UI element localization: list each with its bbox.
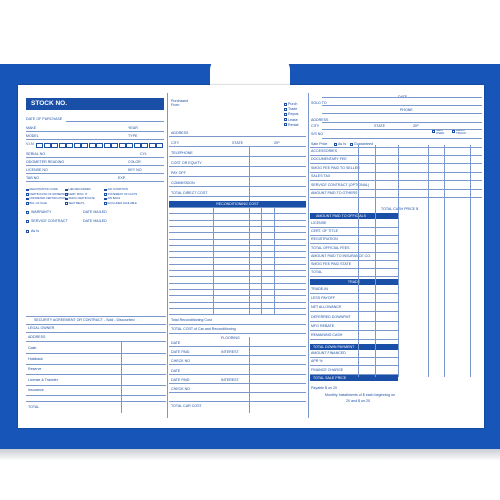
- middle-field-label: TELEPHONE: [171, 151, 193, 155]
- total-car-cost-label: TOTAL CAR COST: [171, 404, 202, 408]
- purchase-type-label: Trade: [288, 107, 298, 112]
- recon-column-line: [274, 207, 275, 315]
- middle-field-label: CITY: [171, 141, 180, 145]
- document-label: AIR BAGS: [107, 197, 121, 201]
- trade-item-line: [310, 339, 398, 340]
- purchase-type-label: Purch: [288, 102, 298, 106]
- color-label: COLOR: [128, 160, 141, 164]
- stock-number-header: STOCK NO.: [26, 98, 164, 110]
- recon-row-line: [169, 289, 306, 290]
- trade-item-label: REMAINING CASH: [311, 333, 343, 337]
- warranty-label: WARRANTY: [31, 210, 52, 214]
- official-item-line: [310, 276, 398, 277]
- vin-box[interactable]: [44, 143, 51, 148]
- right-amount-column: [398, 145, 399, 377]
- right-item-line: [310, 155, 482, 156]
- envelope-thumb-cut: [210, 56, 290, 86]
- recon-row-line: [169, 226, 306, 227]
- purchase-type-checkbox[interactable]: [284, 108, 287, 111]
- right-field-label: CITY: [311, 124, 320, 128]
- trade-item-label: MFG REBATE: [311, 323, 335, 328]
- trade-item-line: [310, 321, 398, 322]
- right-item-label: ACCESSORIES: [311, 149, 337, 153]
- right-field-line: [322, 105, 482, 106]
- guaranteed-label: Guaranteed: [354, 142, 373, 146]
- flooring-line: [169, 364, 306, 365]
- right-item-label: DOCUMENTARY FEE: [311, 157, 347, 162]
- official-item-label: SMOG FEE PAID STATE: [311, 262, 352, 266]
- right-field-label: ZIP: [413, 124, 419, 128]
- vin-box[interactable]: [59, 143, 66, 148]
- right-item-line: [310, 163, 482, 164]
- monthly-installments-label: Monthly Installments of $ each beginning on: [325, 393, 396, 397]
- security-top-line: [26, 316, 166, 317]
- vin-box[interactable]: [74, 143, 81, 148]
- vin-box[interactable]: [89, 143, 96, 148]
- amount-paid-officials-header: AMOUNT PAID TO OFFICIALS: [310, 213, 398, 219]
- vin-box[interactable]: [104, 143, 111, 148]
- demo-truck-checkbox[interactable]: [452, 130, 455, 133]
- document-label: BILL OF SALE: [29, 201, 48, 205]
- total-down-payment-header: TOTAL DOWN PAYMENT: [310, 344, 398, 350]
- address-left-label: ADDRESS: [28, 335, 46, 339]
- as-is-checkbox[interactable]: [26, 230, 29, 233]
- finance-item-label: APR %: [311, 359, 323, 364]
- as-is-label: As Is: [31, 229, 39, 233]
- date-of-purchase-line: [66, 121, 164, 122]
- right-amount-column: [358, 145, 359, 377]
- right-field-line: [322, 122, 482, 123]
- recon-row-line: [169, 314, 306, 315]
- purchase-type-label: Rental: [288, 122, 299, 127]
- make-line: [26, 131, 164, 132]
- vin-box[interactable]: [134, 143, 141, 148]
- right-field-line: [322, 138, 482, 139]
- right-field-line: [322, 129, 482, 130]
- date-mailed-label: DATE MAILED: [83, 210, 107, 214]
- middle-field-label: COST OR EQUITY: [171, 161, 202, 165]
- document-checkbox[interactable]: [26, 198, 29, 201]
- finance-item-label: AMOUNT FINANCED: [311, 351, 346, 355]
- middle-amount-column: [249, 146, 250, 201]
- middle-field-label: ADDRESS: [171, 131, 189, 135]
- finance-item-label: FINANCE CHARGE: [311, 367, 344, 372]
- vin-box[interactable]: [126, 143, 133, 148]
- flooring-label: DATE: [171, 341, 181, 345]
- license-line: [26, 173, 164, 174]
- document-label: REGISTRATION CARD: [29, 188, 58, 191]
- recon-row-line: [169, 239, 306, 240]
- document-checkbox[interactable]: [104, 189, 107, 192]
- security-agreement-label: SECURITY AGREEMENT OR CONTRACT - Sold - Discounted: [34, 318, 135, 322]
- model-line: [26, 139, 164, 140]
- middle-field-label: STATE: [232, 141, 244, 145]
- trade-header: TRADE: [310, 279, 398, 285]
- purchased-from-label: Purchased From: [171, 99, 189, 108]
- total-cost-line: [169, 333, 306, 334]
- official-item-line: [310, 243, 398, 244]
- as-is-right-label: As Is: [338, 142, 346, 146]
- ledger-line: [26, 353, 166, 354]
- security-bottom-line: [26, 324, 166, 325]
- final-payment-label: 20 and $ on 20: [346, 399, 370, 403]
- ledger-label: Reserve: [28, 367, 42, 371]
- date-mailed-label-2: DATE MAILED: [83, 219, 107, 223]
- recon-total-line: [169, 324, 306, 325]
- middle-field-label: COMMISSION: [171, 181, 195, 185]
- right-item-label: AMOUNT PAID TO OTHERS: [311, 191, 358, 195]
- purchase-type-checkbox[interactable]: [284, 118, 287, 121]
- recon-column-line: [213, 207, 214, 315]
- trade-item-label: DEFERRED DOWNPMT: [311, 314, 351, 319]
- flooring-line: [169, 374, 306, 375]
- official-item-label: CERT. OF TITLE: [311, 229, 339, 234]
- vin-box[interactable]: [149, 143, 156, 148]
- right-field-line: [322, 97, 482, 98]
- finance-item-line: [310, 365, 398, 366]
- ledger-line: [26, 385, 166, 386]
- vin-box[interactable]: [81, 143, 88, 148]
- middle-field-label: PAY OFF: [171, 171, 186, 175]
- recon-row-line: [169, 220, 306, 221]
- total-sale-price-header: TOTAL SALE PRICE: [310, 375, 398, 381]
- ledger-label: Holdback: [28, 356, 43, 361]
- document-label: SMOG CERTIFICATE: [68, 197, 95, 201]
- envelope-shadow: [0, 449, 500, 461]
- document-label: LIEN RECORDED: [68, 188, 91, 191]
- official-item-line: [310, 268, 398, 269]
- recon-row-line: [169, 295, 306, 296]
- purchase-type-checkbox[interactable]: [284, 123, 287, 126]
- ledger-label: License & Transfer: [28, 377, 58, 382]
- date-of-purchase-label: DATE OF PURCHASE: [26, 117, 63, 121]
- tab-no-label: TAB NO: [26, 176, 40, 180]
- right-item-line: [310, 172, 482, 173]
- legal-owner-label: LEGAL OWNER: [28, 326, 55, 330]
- column-divider-right: [308, 93, 309, 418]
- flooring-line: [169, 392, 306, 393]
- address-left-line: [26, 341, 166, 342]
- document-checkbox[interactable]: [65, 202, 68, 205]
- ledger-line: [26, 374, 166, 375]
- trade-item-label: NET ALLOWANCE: [311, 305, 342, 310]
- recon-row-line: [169, 308, 306, 309]
- middle-field-line: [169, 186, 306, 187]
- document-label: AIR CONDITION: [107, 188, 128, 191]
- demo-truck-label: DEMO TRUCK: [456, 128, 467, 136]
- warranty-checkbox[interactable]: [26, 211, 29, 214]
- finance-item-line: [310, 374, 398, 375]
- service-contract-label: SERVICE CONTRACT: [31, 219, 68, 223]
- recon-row-line: [169, 245, 306, 246]
- ledger-label: Cash: [28, 346, 37, 350]
- document-checkbox[interactable]: [104, 193, 107, 196]
- vin-label: V.I.N: [26, 142, 34, 146]
- official-item-label: AMOUNT PAID TO INSURANCE CO.: [311, 253, 372, 258]
- tab-line: [26, 181, 164, 182]
- right-field-label: STATE: [374, 124, 386, 128]
- middle-field-line: [169, 146, 306, 147]
- right-amount-column: [444, 145, 445, 377]
- vin-box[interactable]: [119, 143, 126, 148]
- right-item-line: [310, 189, 482, 190]
- vin-box[interactable]: [36, 143, 43, 148]
- odometer-label: ODOMETER READING: [26, 160, 65, 164]
- sold-to-label: SOLD TO: [311, 101, 327, 105]
- flooring-label: INTEREST: [221, 350, 239, 354]
- odometer-line: [26, 165, 164, 166]
- recon-column-line: [261, 207, 262, 315]
- official-item-line: [310, 227, 398, 228]
- vin-box[interactable]: [141, 143, 148, 148]
- exp-label: EXP: [118, 176, 126, 180]
- total-reconditioning-label: Total Reconditioning Cost: [171, 318, 212, 322]
- middle-field-line: [169, 176, 306, 177]
- middle-field-label: TOTAL DIRECT COST: [171, 191, 208, 195]
- flooring-amount-column: [249, 337, 250, 413]
- deal-jacket-form: [18, 85, 484, 428]
- total-cost-car-label: TOTAL COST of Car and Reconditioning: [171, 327, 236, 331]
- reconditioning-cost-header: RECONDITIONING COST: [169, 201, 306, 207]
- recon-row-line: [169, 270, 306, 271]
- right-item-label: SERVICE CONTRACT (OPTIONAL): [311, 182, 370, 187]
- middle-field-line: [169, 156, 306, 157]
- recon-row-line: [169, 283, 306, 284]
- right-field-label: ADDRESS: [311, 118, 329, 122]
- flooring-line: [169, 383, 306, 384]
- recon-row-line: [169, 213, 306, 214]
- trade-item-line: [310, 302, 398, 303]
- flooring-line: [169, 355, 306, 356]
- document-checkbox[interactable]: [65, 198, 68, 201]
- sale-price-line: [310, 147, 482, 148]
- ledger-line: [26, 364, 166, 365]
- payable-label: Payable $ on 20: [311, 386, 337, 390]
- right-field-label: S/S NO: [311, 132, 324, 136]
- document-label: CERTIFICATE OF OWNERSHIP: [29, 192, 69, 196]
- document-checkbox[interactable]: [65, 189, 68, 192]
- right-item-line: [310, 197, 482, 198]
- right-item-line: [310, 180, 482, 181]
- total-left-label: TOTAL: [28, 405, 40, 409]
- document-checkbox[interactable]: [104, 198, 107, 201]
- document-label: ODOMETER CERTIFICATION: [29, 197, 67, 201]
- date-right-label: DATE: [398, 95, 408, 99]
- license-no-label: LICENSE NO: [26, 168, 48, 172]
- middle-field-line: [169, 166, 306, 167]
- right-amount-column: [375, 145, 376, 377]
- trade-item-label: LESS PAYOFF: [311, 296, 336, 301]
- legal-owner-line: [26, 332, 166, 333]
- recon-row-line: [169, 251, 306, 252]
- as-is-right-checkbox[interactable]: [334, 143, 337, 146]
- trade-item-line: [310, 293, 398, 294]
- document-label: STATEMENT OF FACTS: [107, 192, 138, 196]
- recon-row-line: [169, 257, 306, 258]
- vin-box[interactable]: [156, 143, 163, 148]
- trade-item-line: [310, 330, 398, 331]
- guaranteed-checkbox[interactable]: [350, 143, 353, 146]
- flooring-label: DATE PAID: [171, 350, 190, 354]
- official-item-line: [310, 260, 398, 261]
- flooring-label: DATE: [171, 369, 181, 373]
- key-no-label: KEY NO: [128, 168, 142, 172]
- recon-row-line: [169, 264, 306, 265]
- flooring-label: CHECK NO: [171, 359, 190, 363]
- serial-line: [26, 157, 164, 158]
- middle-field-line: [169, 136, 306, 137]
- official-item-label: LICENSE: [311, 221, 327, 225]
- document-label: EXCLUDED AVAILABLE: [107, 201, 137, 205]
- flooring-label: CHECK NO: [171, 387, 190, 391]
- document-checkbox[interactable]: [26, 193, 29, 196]
- type-label: TYPE: [128, 134, 138, 138]
- vin-box[interactable]: [96, 143, 103, 148]
- ledger-line: [26, 395, 166, 396]
- flooring-line: [169, 346, 306, 347]
- cyl-label: CYL: [140, 152, 147, 156]
- purchase-type-label: Lease: [288, 117, 298, 122]
- serial-no-label: SERIAL NO: [26, 152, 46, 156]
- new-used-label: NEW USED: [436, 128, 445, 136]
- vin-box[interactable]: [51, 143, 58, 148]
- middle-field-line: [169, 196, 306, 197]
- official-item-label: TOTAL: [311, 270, 323, 275]
- purchase-type-label: Repos: [288, 112, 299, 117]
- trade-item-line: [310, 311, 398, 312]
- flooring-label: FLOORING: [221, 336, 240, 340]
- right-item-label: SMOG FEE PAID TO SELLER: [311, 165, 360, 170]
- document-checkbox[interactable]: [104, 202, 107, 205]
- total-cash-price-label: TOTAL CASH PRICE $: [381, 207, 419, 211]
- phone-label: PHONE: [400, 108, 413, 112]
- official-item-label: TOTAL OFFICIAL FEES: [311, 245, 350, 250]
- service-contract-checkbox[interactable]: [26, 220, 29, 223]
- ledger-divider: [121, 341, 122, 413]
- document-checkbox[interactable]: [26, 202, 29, 205]
- recon-column-line: [249, 207, 250, 315]
- purchase-type-checkbox[interactable]: [284, 103, 287, 106]
- document-checkbox[interactable]: [65, 193, 68, 196]
- flooring-label: DATE PAID: [171, 378, 190, 382]
- model-label: MODEL: [26, 134, 39, 138]
- finance-item-line: [310, 357, 398, 358]
- make-label: MAKE: [26, 126, 37, 130]
- recon-row-line: [169, 302, 306, 303]
- flooring-line: [169, 401, 306, 402]
- vin-box[interactable]: [111, 143, 118, 148]
- right-amount-column: [428, 145, 429, 377]
- document-label: SEAT BELTS: [68, 201, 85, 205]
- recon-row-line: [169, 232, 306, 233]
- year-label: YEAR: [128, 126, 138, 130]
- recon-row-line: [169, 207, 306, 208]
- ledger-label: Insurance: [28, 388, 44, 392]
- sale-price-label: Sale Price: [311, 142, 328, 146]
- document-label: CERT. MISC. IT: [68, 192, 88, 196]
- total-left-line: [26, 401, 166, 402]
- flooring-label: INTEREST: [221, 378, 239, 382]
- right-amount-column: [470, 145, 471, 377]
- official-item-line: [310, 252, 398, 253]
- trade-item-label: TRADE-IN: [311, 287, 328, 291]
- document-checkbox[interactable]: [26, 189, 29, 192]
- column-divider-left: [167, 93, 168, 418]
- recon-row-line: [169, 276, 306, 277]
- purchase-type-checkbox[interactable]: [284, 113, 287, 116]
- official-item-line: [310, 235, 398, 236]
- vin-box[interactable]: [66, 143, 73, 148]
- right-field-line: [322, 113, 482, 114]
- new-used-checkbox[interactable]: [432, 130, 435, 133]
- right-item-label: SALES TAX: [311, 174, 331, 179]
- official-item-label: REGISTRATION: [311, 237, 338, 242]
- middle-field-label: ZIP: [274, 141, 280, 145]
